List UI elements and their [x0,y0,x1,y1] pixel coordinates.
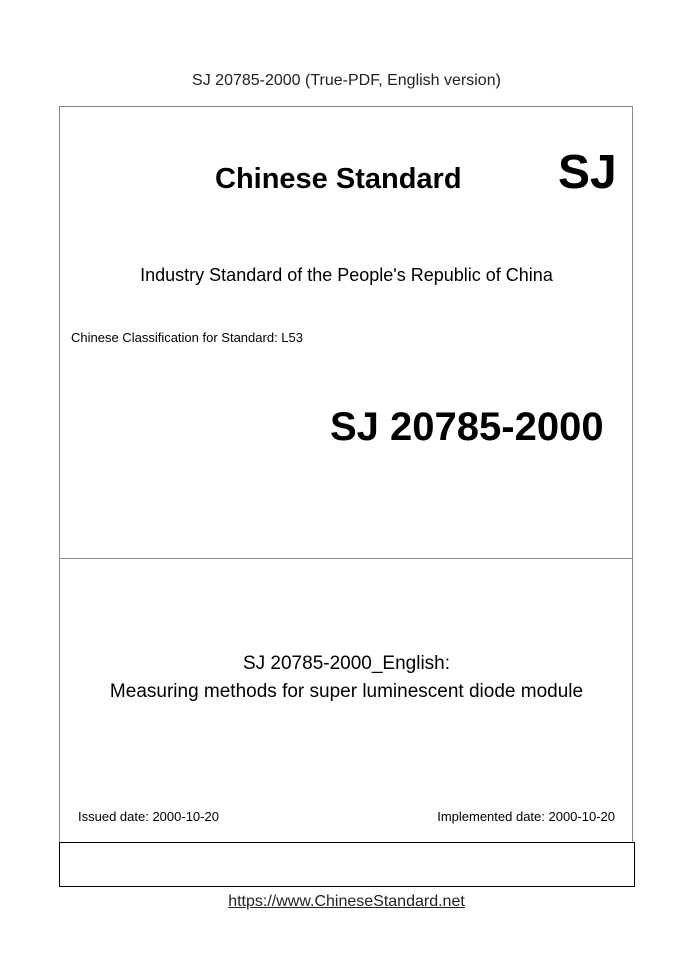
cover-bottom-frame [59,842,635,887]
sj-badge: SJ [558,146,617,199]
implemented-date: Implemented date: 2000-10-20 [437,809,615,824]
issued-date: Issued date: 2000-10-20 [78,809,219,824]
industry-standard-line: Industry Standard of the People's Republic of China [140,265,553,285]
classification-line: Chinese Classification for Standard: L53 [71,330,303,345]
document-title-line-2: Measuring methods for super luminescent diode module [109,681,584,702]
page-header-title: SJ 20785-2000 (True-PDF, English version) [192,72,501,89]
standard-number: SJ 20785-2000 [330,405,604,449]
website-link[interactable]: https://www.ChineseStandard.net [228,893,465,910]
document-title-line-1: SJ 20785-2000_English: [242,653,451,674]
cover-heading: Chinese Standard [215,163,462,195]
